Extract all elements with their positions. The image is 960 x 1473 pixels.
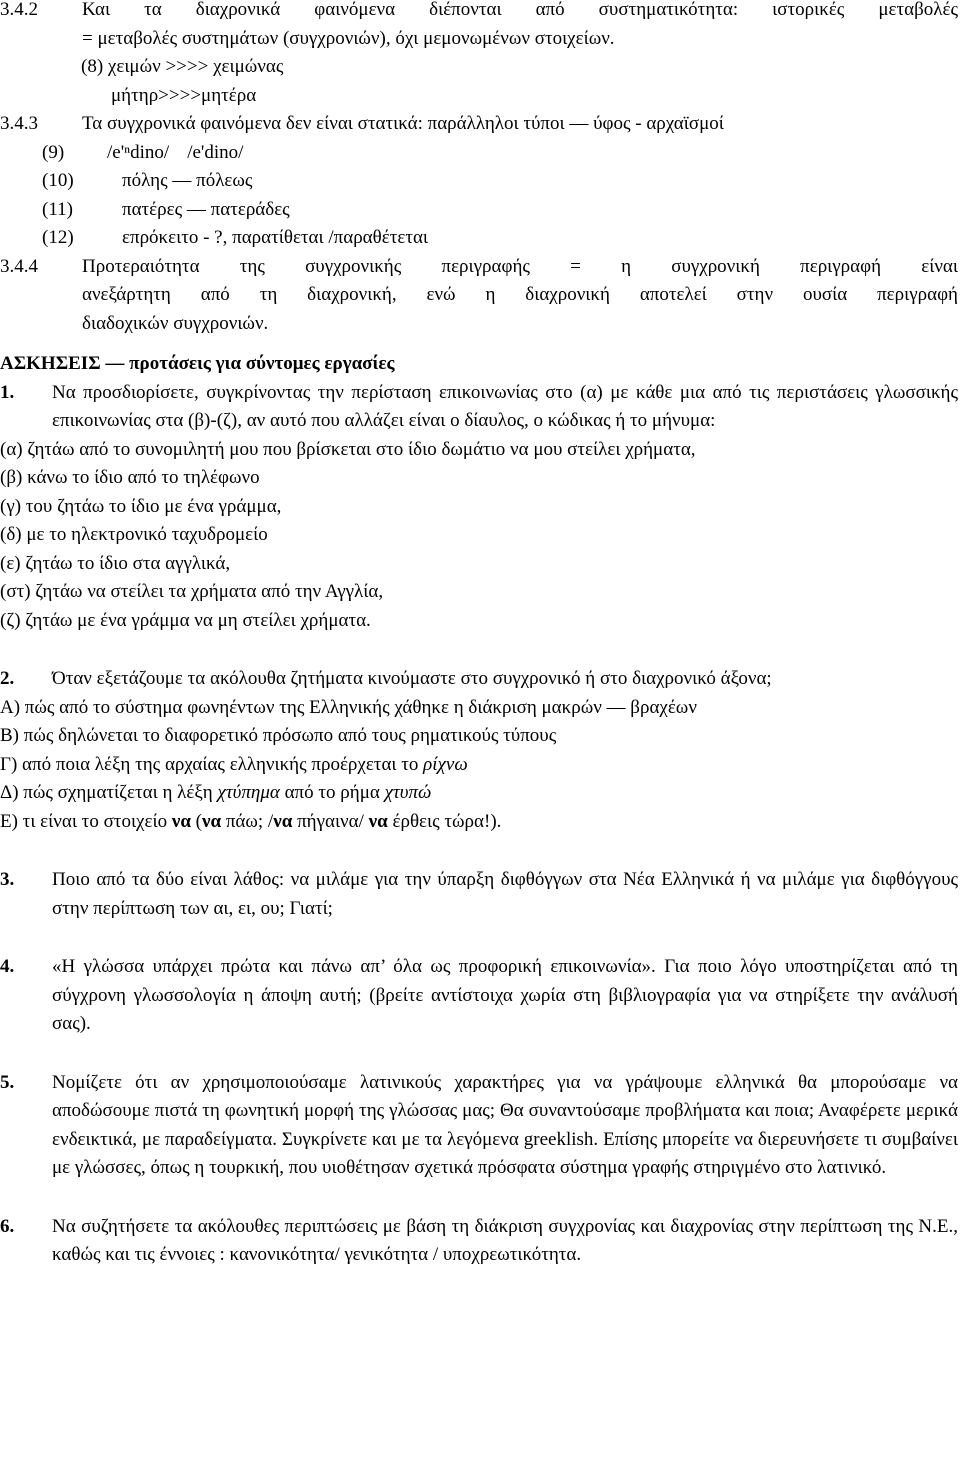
section-number: 3.4.2: [0, 0, 38, 20]
list-item: [0, 751, 958, 780]
list-item: (ζ) ζητάω με ένα γράμμα να μη στείλει χρήματα.: [0, 609, 371, 631]
list-item: [0, 779, 958, 808]
section-text-part: ύφος - αρχαϊσμοί: [593, 113, 724, 134]
example-label: (12): [42, 227, 74, 248]
question-4: [0, 953, 958, 1039]
example-label: (9): [42, 141, 65, 163]
example-a: πόλης: [122, 170, 168, 191]
italic-word: χτυπώ: [384, 782, 432, 803]
heading-part: προτάσεις για σύντομες εργασίες: [129, 353, 395, 374]
em-dash: —: [606, 696, 631, 718]
question-text: «Η γλώσσα υπάρχει πρώτα και πάνω απ’ όλα ως προφορική επικοινωνία». Για ποιο λόγο υποστηρίζεται από τη σύγχρονη γλωσσολογία η άποψη αυτή; (βρείτε αντίστοιχα χωρία στη βιβλιογραφία για να στηρίξετε την ανάλυσή σας).: [52, 956, 958, 1034]
list-item-text: Ε) τι είναι το στοιχείο: [0, 810, 172, 832]
list-item: (δ) με το ηλεκτρονικό ταχυδρομείο: [0, 524, 268, 545]
section-line: Και τα διαχρονικά φαινόμενα διέπονται από συστηματικότητα: ιστορικές μεταβολές: [82, 0, 958, 20]
list-item-text: πήγαινα/: [292, 810, 369, 832]
section-line: ανεξάρτητη από τη διαχρονική, ενώ η διαχρονική αποτελεί στην ουσία περιγραφή: [82, 284, 958, 305]
section-3-4-3: [0, 110, 958, 139]
section-number: 3.4.3: [0, 113, 38, 134]
bold-word: να: [368, 810, 388, 832]
list-item-text: Γ) από ποια λέξη της αρχαίας ελληνικής προέρχεται το: [0, 753, 424, 775]
heading-part: ΑΣΚΗΣΕΙΣ: [0, 353, 101, 374]
bold-word: να: [273, 810, 293, 832]
question-number: 1.: [0, 381, 15, 403]
em-dash: —: [105, 353, 130, 374]
exercises-heading: [0, 350, 958, 379]
example-row: [0, 196, 958, 225]
example-b: /e'dino/: [187, 141, 244, 163]
list-item: [0, 694, 958, 723]
question-1-items: [0, 436, 958, 636]
question-number: 4.: [0, 956, 15, 977]
section-text: [82, 0, 958, 53]
bold-word: να: [171, 810, 191, 832]
list-item: (ε) ζητάω το ίδιο στα αγγλικά,: [0, 552, 231, 574]
example-a: πατέρες: [122, 198, 183, 220]
section-line: Προτεραιότητα της συγχρονικής περιγραφής = η συγχρονική περιγραφή είναι: [82, 255, 958, 277]
list-item: Β) πώς δηλώνεται το διαφορετικό πρόσωπο από τους ρηματικούς τύπους: [0, 725, 557, 746]
question-number: 3.: [0, 869, 15, 890]
list-item: (στ) ζητάω να στείλει τα χρήματα από την Αγγλία,: [0, 581, 384, 602]
question-3: [0, 866, 958, 923]
example-line: μήτηρ>>>>μητέρα: [111, 84, 257, 106]
question-text: Να συζητήσετε τα ακόλουθες περιπτώσεις με βάση τη διάκριση συγχρονίας και διαχρονίας στην περίπτωση της Ν.Ε., καθώς και τις έννοιες : κανονικότητα/ γενικότητα / υποχρεωτικότητα.: [52, 1215, 958, 1265]
question-text: Νομίζετε ότι αν χρησιμοποιούσαμε λατινικούς χαρακτήρες για να γράψουμε ελληνικά θα μπορούσαμε να αποδώσουμε πιστά τη φωνητική μορφή της γλώσσας μας; Θα συναντούσαμε προβλήματα και ποια; Αναφέρετε μερικά ενδεικτικά, με παραδείγματα. Συγκρίνετε και με τα λεγόμενα greeklish. Επίσης μπορείτε να διερευνήσετε τι συμβαίνει με γλώσσες, όπως η τουρκική, που υιοθέτησαν σχετικά πρόσφατα σύστημα γραφής στηριγμένο στο λατινικό.: [52, 1071, 958, 1178]
list-item: [0, 808, 958, 837]
example-b: πατεράδες: [210, 198, 290, 220]
question-number: 5.: [0, 1071, 15, 1093]
question-6: [0, 1213, 958, 1270]
example-a: επρόκειτο - ?, παρατίθεται /παραθέτεται: [122, 227, 429, 248]
list-item: (α) ζητάω από το συνομιλητή μου που βρίσκεται στο ίδιο δωμάτιο να μου στείλει χρήματα,: [0, 438, 696, 460]
question-5: [0, 1069, 958, 1183]
list-item-text: βραχέων: [630, 696, 697, 718]
bold-word: να: [202, 810, 222, 832]
question-2-items: [0, 694, 958, 837]
section-text: [82, 253, 958, 339]
section-line: = μεταβολές συστημάτων (συγχρονιών), όχι μεμονωμένων στοιχείων.: [82, 27, 615, 49]
question-2: [0, 665, 958, 694]
list-item: (γ) του ζητάω το ίδιο με ένα γράμμα,: [0, 495, 282, 517]
em-dash: —: [182, 198, 211, 220]
example-a: /e'ⁿdino/: [107, 141, 170, 163]
list-item-text: από το ρήμα: [279, 782, 385, 803]
example-line: (8) χειμών >>>> χειμώνας: [81, 56, 284, 77]
list-item-text: Δ) πώς σχηματίζεται η λέξη: [0, 782, 218, 803]
italic-word: χτύπημα: [217, 782, 280, 803]
list-item-text: πάω; /: [221, 810, 274, 832]
section-3-4-2: [0, 0, 958, 53]
question-text: Ποιο από τα δύο είναι λάθος: να μιλάμε για την ύπαρξη διφθόγγων στα Νέα Ελληνικά ή να μιλάμε για διφθόγγους στην περίπτωση των αι, ει, ου; Γιατί;: [52, 869, 958, 919]
question-text: Να προσδιορίσετε, συγκρίνοντας την περίσταση επικοινωνίας στο (α) με κάθε μια από τις περιστάσεις γλωσσικής επικοινωνίας στα (β)-(ζ), αν αυτό που αλλάζει είναι ο δίαυλος, ο κώδικας ή το μήνυμα:: [52, 381, 958, 431]
section-text: [82, 110, 958, 139]
examples-list: [0, 139, 958, 253]
section-3-4-4: [0, 253, 958, 339]
question-text: Όταν εξετάζουμε τα ακόλουθα ζητήματα κινούμαστε στο συγχρονικό ή στο διαχρονικό άξονα;: [52, 668, 772, 689]
example-row: [0, 224, 958, 253]
example-row: [0, 139, 958, 168]
example-b: πόλεως: [196, 170, 253, 191]
question-number: 2.: [0, 668, 15, 689]
em-dash: —: [167, 170, 197, 191]
example-row: [0, 167, 958, 196]
em-dash: —: [569, 113, 594, 134]
example-label: (10): [42, 170, 74, 191]
section-text-part: Τα συγχρονικά φαινόμενα δεν είναι στατικά: παράλληλοι τύποι: [82, 113, 565, 134]
question-number: 6.: [0, 1215, 15, 1237]
section-number: 3.4.4: [0, 255, 38, 277]
list-item: (β) κάνω το ίδιο από το τηλέφωνο: [0, 467, 260, 488]
section-line: διαδοχικών συγχρονιών.: [82, 312, 269, 334]
italic-word: ρίχνω: [423, 753, 468, 775]
question-1: [0, 379, 958, 436]
list-item-text: (: [190, 810, 202, 832]
list-item-text: Α) πώς από το σύστημα φωνηέντων της Ελληνικής χάθηκε η διάκριση μακρών: [0, 696, 602, 718]
list-item-text: έρθεις τώρα!).: [387, 810, 502, 832]
example-label: (11): [42, 198, 73, 220]
